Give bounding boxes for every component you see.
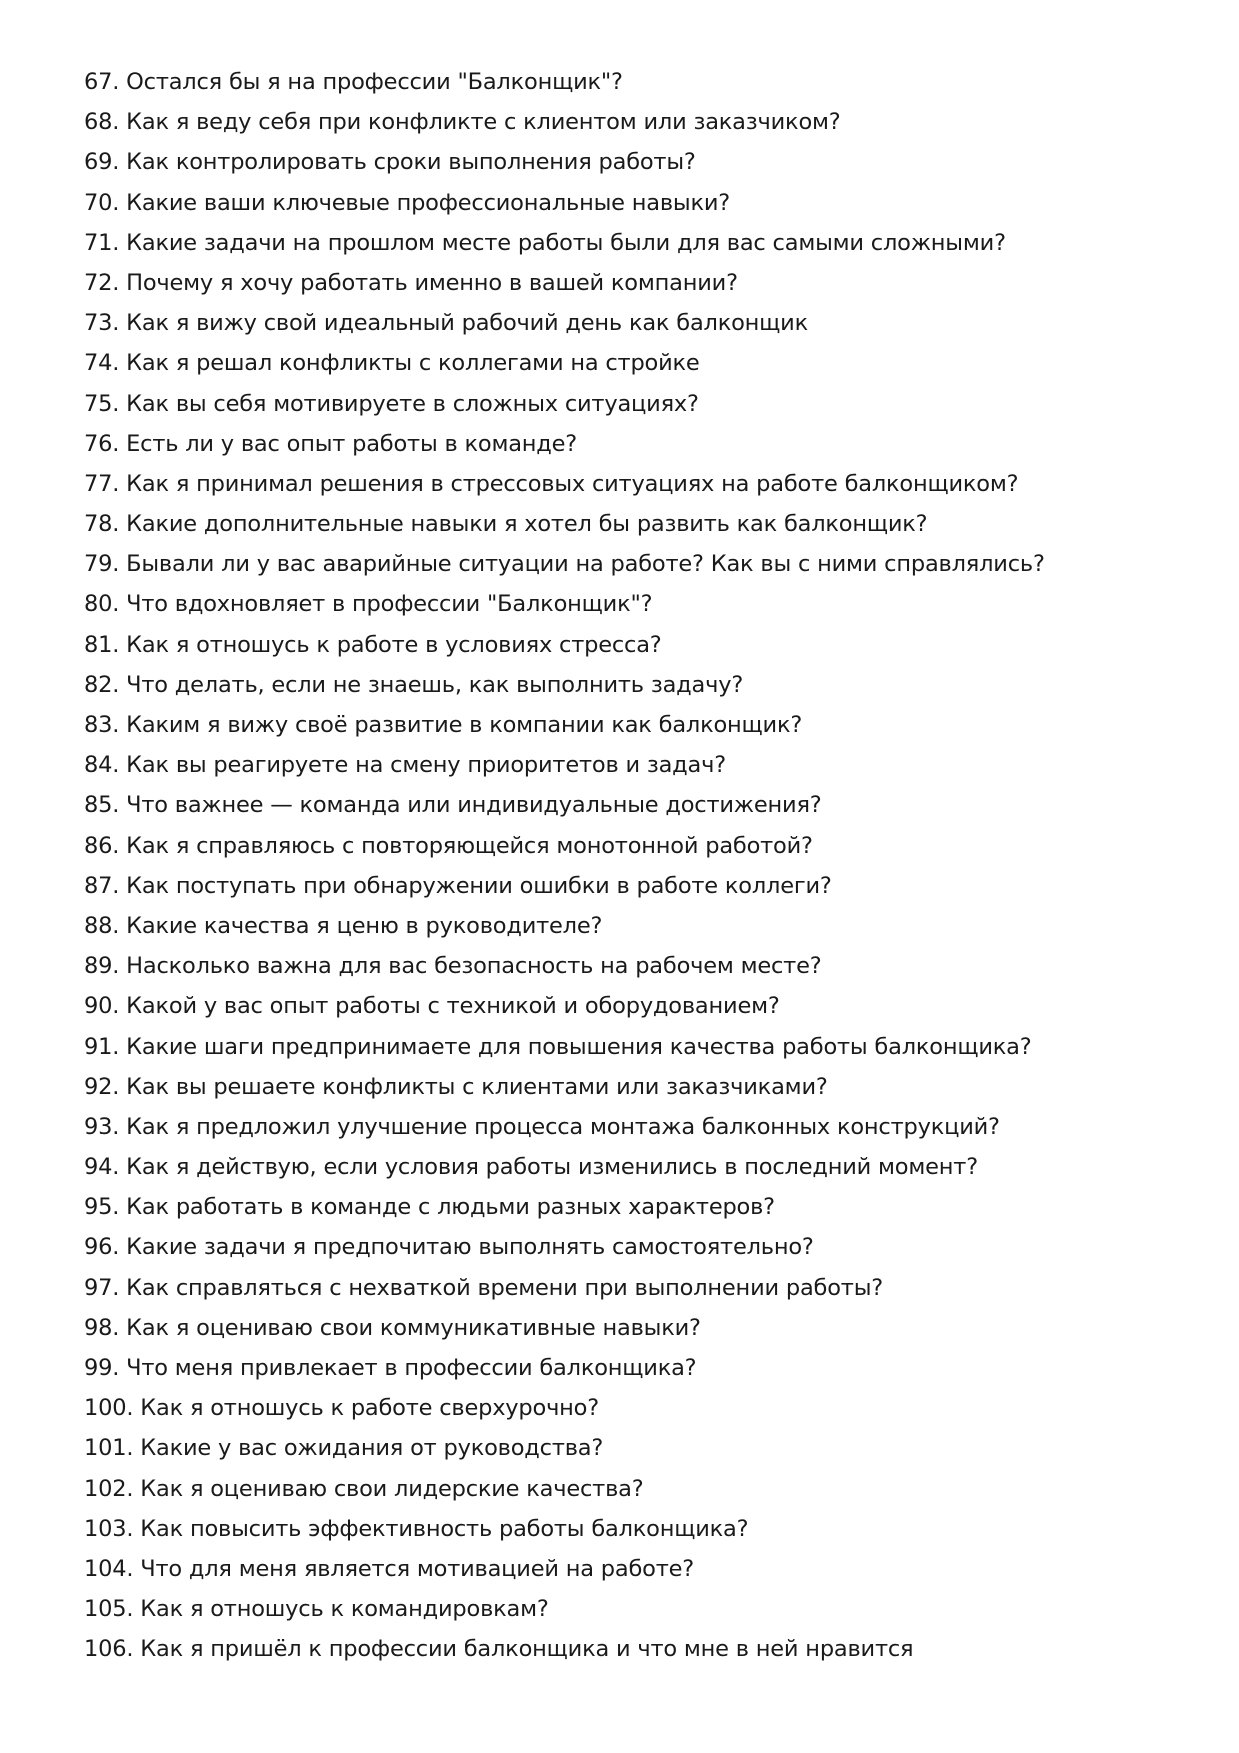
question-item: 89. Насколько важна для вас безопасность на рабочем месте?: [84, 953, 822, 980]
question-item: 96. Какие задачи я предпочитаю выполнять самостоятельно?: [84, 1234, 814, 1261]
question-item: 73. Как я вижу свой идеальный рабочий день как балконщик: [84, 310, 808, 337]
question-item: 95. Как работать в команде с людьми разных характеров?: [84, 1194, 775, 1221]
question-item: 69. Как контролировать сроки выполнения работы?: [84, 149, 696, 176]
question-item: 81. Как я отношусь к работе в условиях стресса?: [84, 631, 662, 658]
question-item: 86. Как я справляюсь с повторяющейся монотонной работой?: [84, 832, 813, 859]
question-item: 77. Как я принимал решения в стрессовых ситуациях на работе балконщиком?: [84, 470, 1019, 497]
question-item: 75. Как вы себя мотивируете в сложных ситуациях?: [84, 390, 699, 417]
question-item: 67. Остался бы я на профессии "Балконщик"?: [84, 69, 623, 95]
question-item: 106. Как я пришёл к профессии балконщика и что мне в ней нравится: [84, 1636, 914, 1663]
question-item: 80. Что вдохновляет в профессии "Балконщик"?: [84, 591, 653, 618]
question-item: 79. Бывали ли у вас аварийные ситуации на работе? Как вы с ними справлялись?: [84, 551, 1045, 578]
question-item: 97. Как справляться с нехваткой времени при выполнении работы?: [84, 1274, 883, 1301]
question-item: 82. Что делать, если не знаешь, как выполнить задачу?: [84, 671, 744, 698]
question-item: 74. Как я решал конфликты с коллегами на стройке: [84, 350, 700, 377]
question-item: 83. Каким я вижу своё развитие в компании как балконщик?: [84, 712, 803, 738]
question-item: 91. Какие шаги предпринимаете для повышения качества работы балконщика?: [84, 1033, 1032, 1060]
question-item: 87. Как поступать при обнаружении ошибки в работе коллеги?: [84, 872, 832, 899]
question-item: 84. Как вы реагируете на смену приоритетов и задач?: [84, 752, 726, 779]
question-item: 71. Какие задачи на прошлом месте работы были для вас самыми сложными?: [84, 229, 1006, 256]
question-item: 99. Что меня привлекает в профессии балконщика?: [84, 1355, 697, 1381]
question-item: 78. Какие дополнительные навыки я хотел бы развить как балконщик?: [84, 511, 928, 538]
question-item: 76. Есть ли у вас опыт работы в команде?: [84, 430, 578, 457]
question-list: [84, 62, 1184, 1670]
question-item: 101. Какие у вас ожидания от руководства?: [84, 1435, 604, 1462]
question-item: 98. Как я оцениваю свои коммуникативные навыки?: [84, 1314, 701, 1341]
question-item: 93. Как я предложил улучшение процесса монтажа балконных конструкций?: [84, 1113, 1000, 1140]
question-item: 85. Что важнее — команда или индивидуальные достижения?: [84, 792, 822, 819]
question-item: 92. Как вы решаете конфликты с клиентами или заказчиками?: [84, 1073, 828, 1100]
question-item: 90. Какой у вас опыт работы с техникой и оборудованием?: [84, 993, 780, 1020]
question-item: 72. Почему я хочу работать именно в вашей компании?: [84, 269, 738, 296]
question-item: 68. Как я веду себя при конфликте с клиентом или заказчиком?: [84, 109, 841, 136]
question-item: 88. Какие качества я ценю в руководителе?: [84, 912, 603, 939]
question-item: 102. Как я оцениваю свои лидерские качества?: [84, 1475, 644, 1502]
question-item: 104. Что для меня является мотивацией на работе?: [84, 1555, 694, 1582]
question-item: 103. Как повысить эффективность работы балконщика?: [84, 1515, 749, 1542]
question-item: 105. Как я отношусь к командировкам?: [84, 1596, 549, 1623]
question-item: 70. Какие ваши ключевые профессиональные навыки?: [84, 189, 731, 216]
question-item: 94. Как я действую, если условия работы изменились в последний момент?: [84, 1154, 978, 1181]
question-item: 100. Как я отношусь к работе сверхурочно?: [84, 1395, 599, 1422]
